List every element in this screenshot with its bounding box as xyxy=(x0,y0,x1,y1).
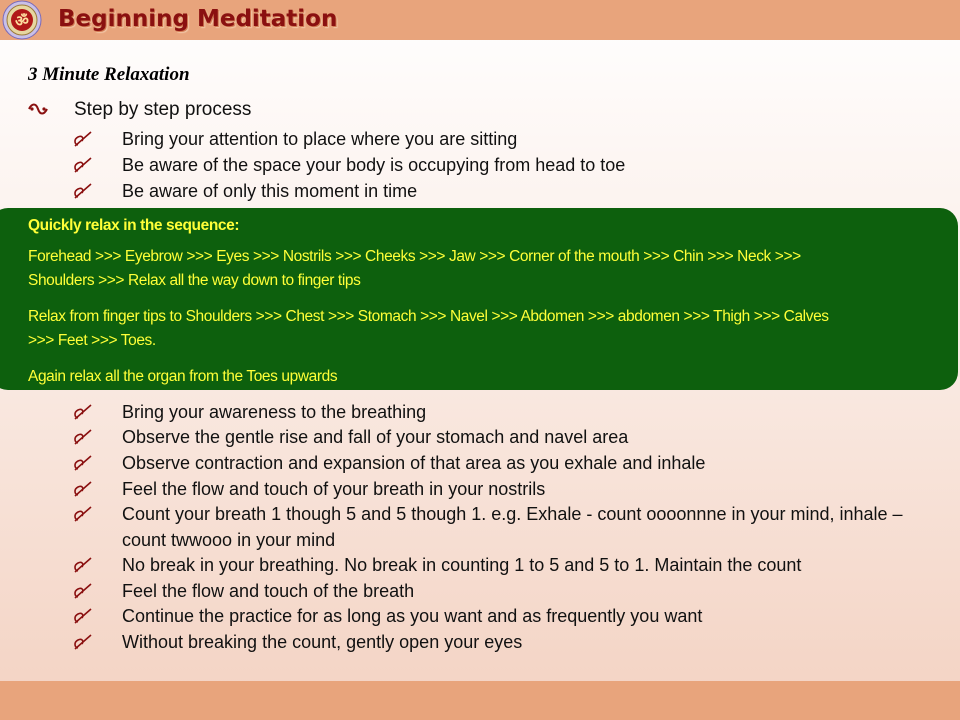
list-item-text: Bring your awareness to the breathing xyxy=(122,402,427,422)
sub-bullet-icon xyxy=(72,126,122,148)
page-title: Beginning Meditation xyxy=(58,6,338,32)
om-symbol-icon xyxy=(2,0,42,40)
list-item xyxy=(72,476,942,502)
list-item-text: Be aware of only this moment in time xyxy=(122,181,418,201)
list-item-text: Without breaking the count, gently open your eyes xyxy=(122,632,523,652)
list-item-text: Count your breath 1 though 5 and 5 though 1. e.g. Exhale - count oooonnne in your mind, inhale – count twwooo in your mind xyxy=(122,504,903,550)
list-item xyxy=(72,152,942,178)
sub-bullet-icon xyxy=(72,399,122,421)
list-item-text: Bring your attention to place where you are sitting xyxy=(122,129,518,149)
box-line: Relax from finger tips to Shoulders >>> Chest >>> Stomach >>> Navel >>> Abdomen >>> abdomen >>> Thigh >>> Calves xyxy=(28,308,829,325)
list-item-text: Feel the flow and touch of your breath in your nostrils xyxy=(122,479,546,499)
list-item xyxy=(72,126,942,152)
sub-bullet-icon xyxy=(72,178,122,200)
sub-bullet-icon xyxy=(72,629,122,651)
sub-bullet-icon xyxy=(72,603,122,625)
footer-band xyxy=(0,681,960,720)
list-item xyxy=(72,501,942,553)
box-line: Forehead >>> Eyebrow >>> Eyes >>> Nostrils >>> Cheeks >>> Jaw >>> Corner of the mouth >>> Chin >>> Neck >>> xyxy=(28,248,801,265)
list-item xyxy=(72,178,942,204)
list-item xyxy=(72,552,942,578)
svg-text:ॐ: ॐ xyxy=(15,12,29,30)
sub-bullet-icon xyxy=(72,476,122,498)
box-heading: Quickly relax in the sequence: xyxy=(28,217,240,234)
box-line: >>> Feet >>> Toes. xyxy=(28,332,156,349)
section-title: 3 Minute Relaxation xyxy=(28,64,190,85)
list-item xyxy=(72,603,942,629)
swirl-bullet-icon xyxy=(28,100,74,121)
list-item-text: Observe contraction and expansion of that area as you exhale and inhale xyxy=(122,453,706,473)
box-line: Again relax all the organ from the Toes upwards xyxy=(28,368,338,385)
sub-bullet-icon xyxy=(72,552,122,574)
list-item-text: Continue the practice for as long as you want and as frequently you want xyxy=(122,606,703,626)
list-item-text: Observe the gentle rise and fall of your stomach and navel area xyxy=(122,427,629,447)
list-item xyxy=(72,424,942,450)
level1-bullet xyxy=(28,97,251,123)
list-item xyxy=(72,578,942,604)
relax-sequence-box xyxy=(0,208,958,390)
sub-bullet-icon xyxy=(72,578,122,600)
list-item xyxy=(72,450,942,476)
box-line: Shoulders >>> Relax all the way down to finger tips xyxy=(28,272,361,289)
list-item-text: Be aware of the space your body is occupying from head to toe xyxy=(122,155,626,175)
list-item xyxy=(72,629,942,655)
list-item-text: Feel the flow and touch of the breath xyxy=(122,581,415,601)
level1-text: Step by step process xyxy=(74,99,252,120)
list-item-text: No break in your breathing. No break in counting 1 to 5 and 5 to 1. Maintain the count xyxy=(122,555,802,575)
sub-bullet-icon xyxy=(72,152,122,174)
sub-bullet-icon xyxy=(72,424,122,446)
sub-bullet-icon xyxy=(72,501,122,523)
list-item xyxy=(72,399,942,425)
sub-bullet-icon xyxy=(72,450,122,472)
